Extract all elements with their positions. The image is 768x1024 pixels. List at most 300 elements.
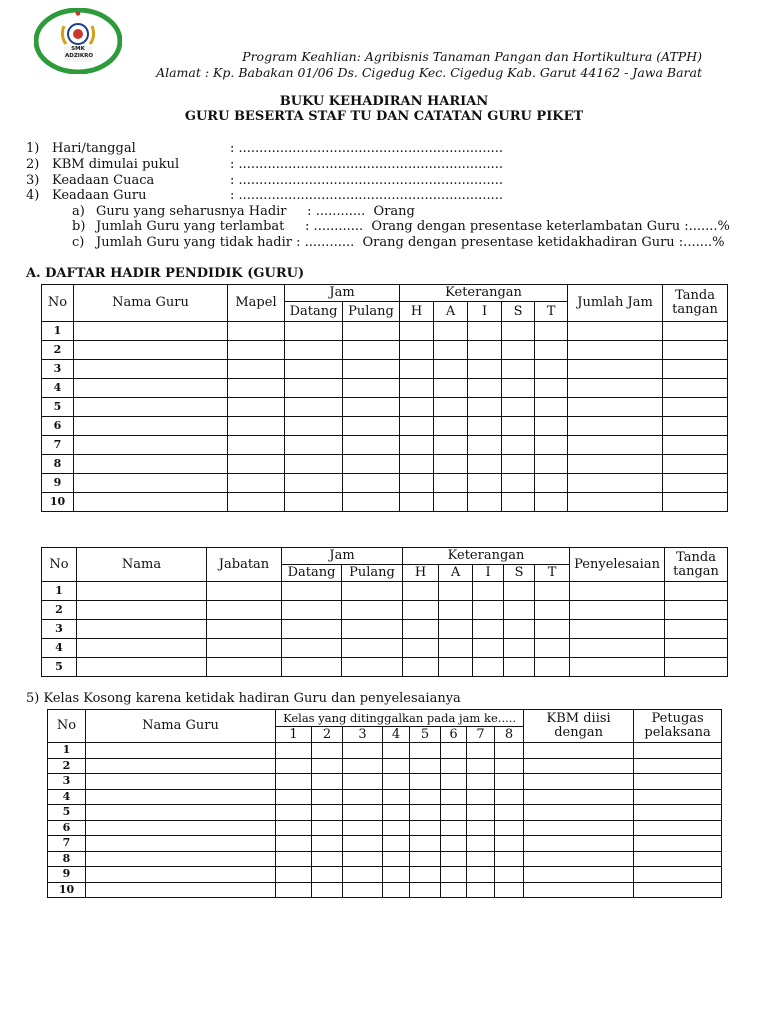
blank-cell[interactable] xyxy=(467,743,495,759)
blank-cell[interactable] xyxy=(535,322,568,341)
blank-cell[interactable] xyxy=(434,455,468,474)
blank-cell[interactable] xyxy=(634,867,722,883)
blank-cell[interactable] xyxy=(312,758,343,774)
blank-cell[interactable] xyxy=(568,436,663,455)
row-number: 6 xyxy=(48,820,86,836)
blank-cell[interactable] xyxy=(441,820,467,836)
blank-cell[interactable] xyxy=(74,493,228,512)
blank-cell[interactable] xyxy=(403,658,439,677)
blank-cell[interactable] xyxy=(276,882,312,898)
blank-cell[interactable] xyxy=(535,474,568,493)
blank-cell[interactable] xyxy=(535,360,568,379)
blank-cell[interactable] xyxy=(285,379,343,398)
blank-cell[interactable] xyxy=(77,601,207,620)
blank-cell[interactable] xyxy=(400,493,434,512)
blank-cell[interactable] xyxy=(74,379,228,398)
blank-cell[interactable] xyxy=(228,398,285,417)
blank-cell[interactable] xyxy=(434,360,468,379)
blank-cell[interactable] xyxy=(400,455,434,474)
blank-cell[interactable] xyxy=(568,474,663,493)
blank-cell[interactable] xyxy=(74,360,228,379)
blank-cell[interactable] xyxy=(524,743,634,759)
blank-cell[interactable] xyxy=(403,582,439,601)
blank-cell[interactable] xyxy=(524,820,634,836)
blank-cell[interactable] xyxy=(663,436,728,455)
blank-cell[interactable] xyxy=(495,805,524,821)
blank-cell[interactable] xyxy=(467,789,495,805)
blank-cell[interactable] xyxy=(276,758,312,774)
blank-cell[interactable] xyxy=(343,341,400,360)
field-keadaan-guru: 4) Keadaan Guru : ................................................................ xyxy=(26,188,503,203)
blank-cell[interactable] xyxy=(663,417,728,436)
blank-cell[interactable] xyxy=(285,436,343,455)
blank-cell[interactable] xyxy=(410,758,441,774)
blank-cell[interactable] xyxy=(276,851,312,867)
blank-cell[interactable] xyxy=(524,789,634,805)
row-number: 8 xyxy=(48,851,86,867)
row-number: 3 xyxy=(42,620,77,639)
blank-cell[interactable] xyxy=(441,836,467,852)
blank-cell[interactable] xyxy=(502,322,535,341)
blank-cell[interactable] xyxy=(495,758,524,774)
blank-cell[interactable] xyxy=(535,379,568,398)
blank-cell[interactable] xyxy=(343,474,400,493)
blank-cell[interactable] xyxy=(441,789,467,805)
blank-cell[interactable] xyxy=(634,758,722,774)
blank-cell[interactable] xyxy=(383,758,410,774)
blank-cell[interactable] xyxy=(400,322,434,341)
blank-cell[interactable] xyxy=(434,493,468,512)
blank-cell[interactable] xyxy=(343,789,383,805)
col-pulang: Pulang xyxy=(342,565,403,582)
blank-cell[interactable] xyxy=(634,743,722,759)
table-row xyxy=(42,398,728,417)
blank-cell[interactable] xyxy=(663,455,728,474)
blank-cell[interactable] xyxy=(343,398,400,417)
blank-cell[interactable] xyxy=(343,417,400,436)
blank-cell[interactable] xyxy=(468,493,502,512)
blank-cell[interactable] xyxy=(524,882,634,898)
blank-cell[interactable] xyxy=(410,743,441,759)
blank-cell[interactable] xyxy=(207,601,282,620)
blank-cell[interactable] xyxy=(228,360,285,379)
blank-cell[interactable] xyxy=(535,398,568,417)
blank-cell[interactable] xyxy=(570,639,665,658)
blank-cell[interactable] xyxy=(663,341,728,360)
blank-cell[interactable] xyxy=(400,398,434,417)
blank-cell[interactable] xyxy=(434,379,468,398)
blank-cell[interactable] xyxy=(568,417,663,436)
blank-cell[interactable] xyxy=(570,582,665,601)
blank-cell[interactable] xyxy=(535,493,568,512)
blank-cell[interactable] xyxy=(285,360,343,379)
blank-cell[interactable] xyxy=(634,789,722,805)
blank-cell[interactable] xyxy=(342,639,403,658)
blank-cell[interactable] xyxy=(74,436,228,455)
blank-cell[interactable] xyxy=(495,836,524,852)
blank-cell[interactable] xyxy=(634,774,722,790)
blank-cell[interactable] xyxy=(468,474,502,493)
blank-cell[interactable] xyxy=(570,601,665,620)
blank-cell[interactable] xyxy=(504,601,535,620)
blank-cell[interactable] xyxy=(228,341,285,360)
blank-cell[interactable] xyxy=(282,620,342,639)
blank-cell[interactable] xyxy=(535,436,568,455)
blank-cell[interactable] xyxy=(502,341,535,360)
blank-cell[interactable] xyxy=(434,436,468,455)
blank-cell[interactable] xyxy=(568,379,663,398)
blank-cell[interactable] xyxy=(634,882,722,898)
blank-cell[interactable] xyxy=(439,658,473,677)
blank-cell[interactable] xyxy=(495,820,524,836)
blank-cell[interactable] xyxy=(495,743,524,759)
blank-cell[interactable] xyxy=(524,758,634,774)
blank-cell[interactable] xyxy=(74,322,228,341)
blank-cell[interactable] xyxy=(504,620,535,639)
blank-cell[interactable] xyxy=(282,601,342,620)
blank-cell[interactable] xyxy=(504,639,535,658)
blank-cell[interactable] xyxy=(473,639,504,658)
blank-cell[interactable] xyxy=(434,341,468,360)
blank-cell[interactable] xyxy=(410,820,441,836)
blank-cell[interactable] xyxy=(285,322,343,341)
blank-cell[interactable] xyxy=(524,805,634,821)
blank-cell[interactable] xyxy=(665,601,728,620)
row-number: 7 xyxy=(42,436,74,455)
blank-cell[interactable] xyxy=(312,789,343,805)
blank-cell[interactable] xyxy=(276,836,312,852)
blank-cell[interactable] xyxy=(495,882,524,898)
blank-cell[interactable] xyxy=(343,379,400,398)
blank-cell[interactable] xyxy=(282,582,342,601)
table-row xyxy=(42,658,728,677)
blank-cell[interactable] xyxy=(228,379,285,398)
blank-cell[interactable] xyxy=(568,398,663,417)
blank-cell[interactable] xyxy=(228,455,285,474)
blank-cell[interactable] xyxy=(434,398,468,417)
blank-cell[interactable] xyxy=(276,789,312,805)
blank-cell[interactable] xyxy=(535,620,570,639)
row-number: 7 xyxy=(48,836,86,852)
blank-cell[interactable] xyxy=(495,774,524,790)
blank-cell[interactable] xyxy=(342,658,403,677)
blank-cell[interactable] xyxy=(663,322,728,341)
blank-cell[interactable] xyxy=(467,867,495,883)
blank-cell[interactable] xyxy=(276,805,312,821)
blank-cell[interactable] xyxy=(441,851,467,867)
blank-cell[interactable] xyxy=(410,789,441,805)
program-line: Program Keahlian: Agribisnis Tanaman Pangan dan Hortikultura (ATPH) xyxy=(242,49,702,64)
blank-cell[interactable] xyxy=(276,820,312,836)
blank-cell[interactable] xyxy=(312,774,343,790)
blank-cell[interactable] xyxy=(441,805,467,821)
blank-cell[interactable] xyxy=(439,601,473,620)
blank-cell[interactable] xyxy=(383,743,410,759)
blank-cell[interactable] xyxy=(634,820,722,836)
blank-cell[interactable] xyxy=(434,322,468,341)
blank-cell[interactable] xyxy=(663,360,728,379)
blank-cell[interactable] xyxy=(285,474,343,493)
blank-cell[interactable] xyxy=(468,398,502,417)
blank-cell[interactable] xyxy=(343,851,383,867)
blank-cell[interactable] xyxy=(86,789,276,805)
blank-cell[interactable] xyxy=(410,836,441,852)
blank-cell[interactable] xyxy=(663,474,728,493)
blank-cell[interactable] xyxy=(468,455,502,474)
blank-cell[interactable] xyxy=(535,455,568,474)
blank-cell[interactable] xyxy=(343,322,400,341)
blank-cell[interactable] xyxy=(495,867,524,883)
blank-cell[interactable] xyxy=(467,820,495,836)
blank-cell[interactable] xyxy=(77,582,207,601)
blank-cell[interactable] xyxy=(343,360,400,379)
blank-cell[interactable] xyxy=(665,639,728,658)
col-jam: Jam xyxy=(282,548,403,565)
blank-cell[interactable] xyxy=(86,805,276,821)
blank-cell[interactable] xyxy=(383,774,410,790)
blank-cell[interactable] xyxy=(228,436,285,455)
blank-cell[interactable] xyxy=(535,341,568,360)
blank-cell[interactable] xyxy=(86,836,276,852)
blank-cell[interactable] xyxy=(410,805,441,821)
blank-cell[interactable] xyxy=(342,582,403,601)
blank-cell[interactable] xyxy=(86,820,276,836)
blank-cell[interactable] xyxy=(524,836,634,852)
blank-cell[interactable] xyxy=(403,601,439,620)
blank-cell[interactable] xyxy=(568,341,663,360)
blank-cell[interactable] xyxy=(502,417,535,436)
blank-cell[interactable] xyxy=(343,882,383,898)
blank-cell[interactable] xyxy=(568,360,663,379)
blank-cell[interactable] xyxy=(410,882,441,898)
blank-cell[interactable] xyxy=(403,620,439,639)
blank-cell[interactable] xyxy=(74,455,228,474)
blank-cell[interactable] xyxy=(343,836,383,852)
blank-cell[interactable] xyxy=(228,474,285,493)
blank-cell[interactable] xyxy=(467,774,495,790)
blank-cell[interactable] xyxy=(86,743,276,759)
blank-cell[interactable] xyxy=(228,322,285,341)
blank-cell[interactable] xyxy=(383,820,410,836)
blank-cell[interactable] xyxy=(343,774,383,790)
blank-cell[interactable] xyxy=(504,658,535,677)
blank-cell[interactable] xyxy=(312,851,343,867)
blank-cell[interactable] xyxy=(524,851,634,867)
col-no: No xyxy=(42,548,77,582)
blank-cell[interactable] xyxy=(282,639,342,658)
blank-cell[interactable] xyxy=(400,474,434,493)
blank-cell[interactable] xyxy=(665,658,728,677)
blank-cell[interactable] xyxy=(282,658,342,677)
blank-cell[interactable] xyxy=(634,851,722,867)
blank-cell[interactable] xyxy=(228,417,285,436)
blank-cell[interactable] xyxy=(228,493,285,512)
blank-cell[interactable] xyxy=(86,758,276,774)
blank-cell[interactable] xyxy=(468,379,502,398)
blank-cell[interactable] xyxy=(535,639,570,658)
blank-cell[interactable] xyxy=(410,774,441,790)
blank-cell[interactable] xyxy=(502,398,535,417)
blank-cell[interactable] xyxy=(467,851,495,867)
blank-cell[interactable] xyxy=(504,582,535,601)
blank-cell[interactable] xyxy=(342,601,403,620)
col-i: I xyxy=(473,565,504,582)
blank-cell[interactable] xyxy=(343,436,400,455)
blank-cell[interactable] xyxy=(86,882,276,898)
blank-cell[interactable] xyxy=(77,639,207,658)
blank-cell[interactable] xyxy=(473,620,504,639)
blank-cell[interactable] xyxy=(535,582,570,601)
blank-cell[interactable] xyxy=(634,805,722,821)
blank-cell[interactable] xyxy=(467,836,495,852)
blank-cell[interactable] xyxy=(568,455,663,474)
blank-cell[interactable] xyxy=(276,743,312,759)
blank-cell[interactable] xyxy=(502,474,535,493)
blank-cell[interactable] xyxy=(86,774,276,790)
blank-cell[interactable] xyxy=(441,743,467,759)
blank-cell[interactable] xyxy=(207,658,282,677)
blank-cell[interactable] xyxy=(383,789,410,805)
blank-cell[interactable] xyxy=(535,417,568,436)
blank-cell[interactable] xyxy=(74,341,228,360)
row-number: 2 xyxy=(42,601,77,620)
blank-cell[interactable] xyxy=(495,851,524,867)
blank-cell[interactable] xyxy=(312,836,343,852)
blank-cell[interactable] xyxy=(285,455,343,474)
blank-cell[interactable] xyxy=(473,658,504,677)
blank-cell[interactable] xyxy=(439,620,473,639)
blank-cell[interactable] xyxy=(441,774,467,790)
blank-cell[interactable] xyxy=(276,867,312,883)
blank-cell[interactable] xyxy=(400,417,434,436)
blank-cell[interactable] xyxy=(468,341,502,360)
field-kbm-dimulai: 2) KBM dimulai pukul : ................................................................ xyxy=(26,157,503,172)
blank-cell[interactable] xyxy=(570,620,665,639)
table-row xyxy=(42,455,728,474)
blank-cell[interactable] xyxy=(441,882,467,898)
blank-cell[interactable] xyxy=(343,820,383,836)
blank-cell[interactable] xyxy=(276,774,312,790)
blank-cell[interactable] xyxy=(467,882,495,898)
blank-cell[interactable] xyxy=(468,322,502,341)
subfield-c: c) Jumlah Guru yang tidak hadir : ............ Orang dengan presentase ketidakhadiran Guru :.......% xyxy=(72,235,725,250)
blank-cell[interactable] xyxy=(524,774,634,790)
blank-cell[interactable] xyxy=(535,601,570,620)
blank-cell[interactable] xyxy=(86,851,276,867)
blank-cell[interactable] xyxy=(502,436,535,455)
section-a-heading: A. DAFTAR HADIR PENDIDIK (GURU) xyxy=(26,266,305,281)
blank-cell[interactable] xyxy=(400,379,434,398)
blank-cell[interactable] xyxy=(285,493,343,512)
blank-cell[interactable] xyxy=(467,758,495,774)
col-jabatan: Jabatan xyxy=(207,548,282,582)
blank-cell[interactable] xyxy=(285,398,343,417)
blank-cell[interactable] xyxy=(383,805,410,821)
blank-cell[interactable] xyxy=(441,758,467,774)
col-tanda-tangan: Tanda tangan xyxy=(663,285,728,322)
blank-cell[interactable] xyxy=(468,360,502,379)
blank-cell[interactable] xyxy=(403,639,439,658)
row-number: 4 xyxy=(42,379,74,398)
blank-cell[interactable] xyxy=(77,658,207,677)
blank-cell[interactable] xyxy=(86,867,276,883)
blank-cell[interactable] xyxy=(502,379,535,398)
blank-cell[interactable] xyxy=(663,493,728,512)
blank-cell[interactable] xyxy=(434,417,468,436)
blank-cell[interactable] xyxy=(568,493,663,512)
blank-cell[interactable] xyxy=(343,493,400,512)
blank-cell[interactable] xyxy=(467,805,495,821)
blank-cell[interactable] xyxy=(285,417,343,436)
blank-cell[interactable] xyxy=(74,398,228,417)
blank-cell[interactable] xyxy=(468,417,502,436)
blank-cell[interactable] xyxy=(502,493,535,512)
blank-cell[interactable] xyxy=(312,743,343,759)
blank-cell[interactable] xyxy=(207,582,282,601)
blank-cell[interactable] xyxy=(568,322,663,341)
blank-cell[interactable] xyxy=(312,867,343,883)
blank-cell[interactable] xyxy=(343,758,383,774)
table-row xyxy=(48,851,722,867)
blank-cell[interactable] xyxy=(535,658,570,677)
blank-cell[interactable] xyxy=(665,582,728,601)
blank-cell[interactable] xyxy=(439,639,473,658)
blank-cell[interactable] xyxy=(343,805,383,821)
blank-cell[interactable] xyxy=(473,582,504,601)
blank-cell[interactable] xyxy=(207,620,282,639)
blank-cell[interactable] xyxy=(343,867,383,883)
blank-cell[interactable] xyxy=(400,360,434,379)
blank-cell[interactable] xyxy=(439,582,473,601)
blank-cell[interactable] xyxy=(502,455,535,474)
col-penyelesaian: Penyelesaian xyxy=(570,548,665,582)
blank-cell[interactable] xyxy=(312,820,343,836)
doc-title-1: BUKU KEHADIRAN HARIAN xyxy=(279,94,489,109)
blank-cell[interactable] xyxy=(312,882,343,898)
blank-cell[interactable] xyxy=(502,360,535,379)
blank-cell[interactable] xyxy=(434,474,468,493)
blank-cell[interactable] xyxy=(468,436,502,455)
blank-cell[interactable] xyxy=(410,851,441,867)
blank-cell[interactable] xyxy=(524,867,634,883)
blank-cell[interactable] xyxy=(342,620,403,639)
doc-title-2: GURU BESERTA STAF TU DAN CATATAN GURU PIKET xyxy=(184,109,584,124)
blank-cell[interactable] xyxy=(207,639,282,658)
blank-cell[interactable] xyxy=(663,398,728,417)
blank-cell[interactable] xyxy=(634,836,722,852)
blank-cell[interactable] xyxy=(74,474,228,493)
blank-cell[interactable] xyxy=(285,341,343,360)
blank-cell[interactable] xyxy=(383,867,410,883)
blank-cell[interactable] xyxy=(383,836,410,852)
blank-cell[interactable] xyxy=(473,601,504,620)
blank-cell[interactable] xyxy=(343,743,383,759)
blank-cell[interactable] xyxy=(400,436,434,455)
blank-cell[interactable] xyxy=(665,620,728,639)
blank-cell[interactable] xyxy=(77,620,207,639)
blank-cell[interactable] xyxy=(383,851,410,867)
blank-cell[interactable] xyxy=(400,341,434,360)
blank-cell[interactable] xyxy=(495,789,524,805)
blank-cell[interactable] xyxy=(343,455,400,474)
blank-cell[interactable] xyxy=(441,867,467,883)
blank-cell[interactable] xyxy=(312,805,343,821)
blank-cell[interactable] xyxy=(663,379,728,398)
blank-cell[interactable] xyxy=(383,882,410,898)
blank-cell[interactable] xyxy=(410,867,441,883)
blank-cell[interactable] xyxy=(74,417,228,436)
blank-cell[interactable] xyxy=(570,658,665,677)
